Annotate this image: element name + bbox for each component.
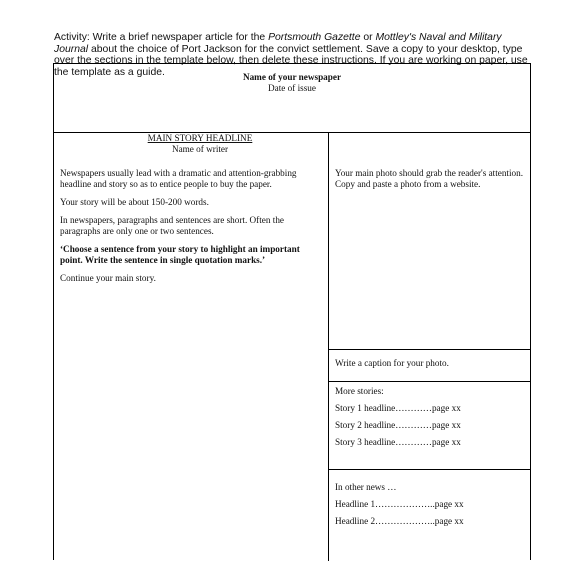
instructions-gazette: Portsmouth Gazette [268,32,361,43]
story-paragraph-1: Newspapers usually lead with a dramatic and attention-grabbing headline and story so as to entice people to buy the paper. [60,168,297,189]
story-paragraph-3: In newspapers, paragraphs and sentences are short. Often the paragraphs are only one or two sentences. [60,215,284,236]
story-paragraph-2: Your story will be about 150-200 words. [60,197,209,207]
more-stories-heading: More stories: [335,386,384,396]
caption-text: Write a caption for your photo. [335,358,449,368]
more-stories [335,386,525,448]
instructions-part-3: about the choice of Port Jackson for the convict settlement. Save a copy to your desktop, type over the sections in the template below, then delete these instructions. If you are working on paper, use the template as a guide. [54,43,528,78]
other-news-heading: In other news … [335,482,397,492]
more-stories-item: Story 1 headline…………page xx [335,403,461,413]
more-stories-item: Story 2 headline…………page xx [335,420,461,430]
pull-quote: ‘Choose a sentence from your story to highlight an important point. Write the sentence in single quotation marks.’ [60,244,300,265]
main-story [60,133,322,291]
column-divider [328,132,329,561]
caption-divider [328,381,530,382]
main-photo-placeholder [335,168,525,190]
more-stories-item: Story 3 headline…………page xx [335,437,461,447]
masthead [54,72,530,94]
newspaper-name: Name of your newspaper [242,72,342,82]
writer-name: Name of writer [171,144,229,154]
date-of-issue: Date of issue [268,83,316,93]
instructions-part-2: or [360,32,376,43]
more-stories-divider [328,469,530,470]
main-story-headline: MAIN STORY HEADLINE [147,133,253,143]
other-news-item: Headline 1………………..page xx [335,499,464,509]
photo-caption [335,358,525,369]
other-news-item: Headline 2………………..page xx [335,516,464,526]
photo-divider [328,349,530,350]
other-news [335,482,525,527]
photo-instructions: Your main photo should grab the reader's attention. Copy and paste a photo from a website. [335,168,524,189]
newspaper-template [53,63,531,560]
instructions-part-1: Activity: Write a brief newspaper article for the [54,32,269,43]
instructions-journal: Mottley's Naval and Military Journal [54,32,502,55]
story-continue: Continue your main story. [60,273,156,283]
